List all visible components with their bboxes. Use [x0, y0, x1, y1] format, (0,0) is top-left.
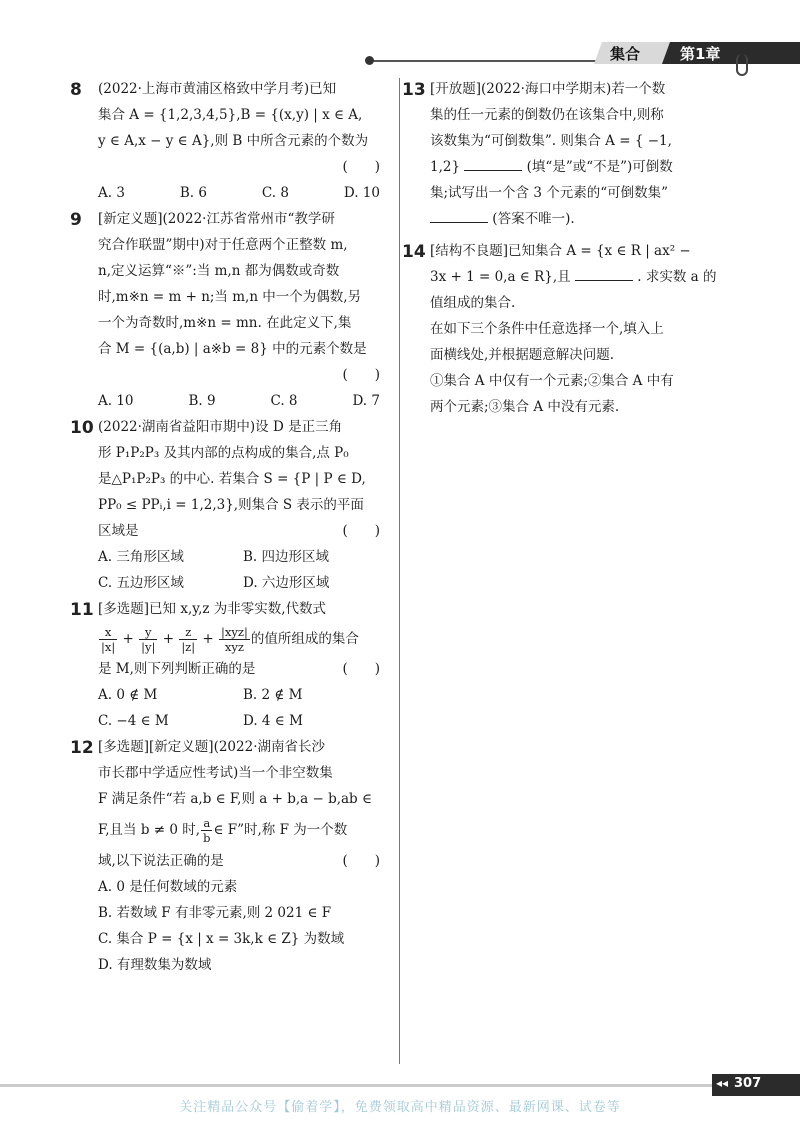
question-text: [多选题][新定义题](2022·湖南省长沙 [98, 739, 325, 755]
options [98, 180, 388, 206]
question-text: F 满足条件“若 a,b ∈ F,则 a + b,a − b,ab ∈ [98, 791, 372, 807]
question-text: 的值所组成的集合 [250, 631, 359, 647]
question-text: 集合 A = {1,2,3,4,5},B = {(x,y) | x ∈ A, [98, 107, 363, 123]
question-text: ∈ F”时,称 F 为一个数 [213, 822, 348, 838]
answer-blank[interactable] [575, 266, 633, 281]
option-d: D. 7 [352, 393, 380, 409]
question-text: 一个为奇数时,m※n = mn. 在此定义下,集 [98, 315, 352, 331]
question-11 [70, 596, 388, 734]
last-line [98, 518, 388, 544]
option-d: D. 10 [343, 185, 380, 201]
question-number: 9 [70, 210, 82, 230]
question-text: F,且当 b ≠ 0 时, [98, 822, 201, 838]
fraction: $\frac{a}{b}$ [203, 816, 211, 845]
question-line [430, 206, 728, 232]
question-text: . 求实数 a 的 [637, 269, 717, 285]
question-number: 13 [402, 80, 426, 100]
question-text: (2022·上海市黄浦区格致中学月考)已知 [98, 81, 337, 97]
question-text: 是△P₁P₂P₃ 的中心. 若集合 S = {P | P ∈ D, [98, 471, 366, 487]
question-text: y ∈ A,x − y ∈ A},则 B 中所含元素的个数为 [98, 133, 369, 149]
options [98, 388, 388, 414]
question-text: 形 P₁P₂P₃ 及其内部的点构成的集合,点 P₀ [98, 445, 349, 461]
option-a: A. 0 是任何数域的元素 [98, 879, 238, 895]
answer-blank[interactable] [464, 156, 522, 171]
question-text: [结构不良题]已知集合 A = {x ∈ R | ax² − [430, 243, 691, 259]
question-text: 1,2} [430, 159, 461, 175]
answer-blank[interactable] [430, 208, 488, 223]
question-number: 8 [70, 80, 82, 100]
question-text: 面横线处,并根据题意解决问题. [430, 347, 615, 363]
left-column [70, 76, 388, 978]
question-text: 集的任一元素的倒数仍在该集合中,则称 [430, 107, 664, 123]
question-text: [开放题](2022·海口中学期末)若一个数 [430, 81, 666, 97]
option-c: C. 8 [270, 393, 298, 409]
question-text: n,定义运算“※”:当 m,n 都为偶数或奇数 [98, 263, 340, 279]
question-number: 14 [402, 242, 426, 262]
column-divider [399, 78, 400, 1064]
question-14 [402, 238, 728, 420]
question-text: (2022·湖南省益阳市期中)设 D 是正三角 [98, 419, 343, 435]
question-text: 区域是 [98, 523, 139, 539]
page-number: 307 [734, 1076, 762, 1091]
question-number: 12 [70, 738, 94, 758]
header-dot [365, 56, 374, 65]
formula-line [98, 812, 388, 848]
option-c: C. 五边形区域 [98, 575, 184, 591]
option-b: B. 6 [179, 185, 207, 201]
answer-paren: ( ) [342, 159, 380, 175]
answer-paren: ( ) [342, 661, 380, 677]
option-a: A. 三角形区域 [98, 549, 184, 565]
option-d: D. 有理数集为数域 [98, 957, 212, 973]
formula-line: $\frac{x}{|x|}$ + $\frac{y}{|y|}$ + $\frac{z}{|z|}$ + $\frac{\text{|xyz|}}{\text{xyz}}$ 的值所组成的集合 [101, 625, 359, 654]
right-column [402, 76, 728, 420]
question-13 [402, 76, 728, 232]
fraction: $\frac{\text{|xyz|}}{\text{xyz}}$ [221, 625, 248, 654]
options-row [98, 708, 388, 734]
question-text: 是 M,则下列判断正确的是 [98, 661, 256, 677]
header-section: 集合 [610, 45, 641, 63]
question-8 [70, 76, 388, 206]
question-text: 合 M = {(a,b) | a※b = 8} 中的元素个数是 [98, 341, 367, 357]
option-c: C. 集合 P = {x | x = 3k,k ∈ Z} 为数域 [98, 931, 345, 947]
question-text: 该数集为“可倒数集”. 则集合 A = { −1, [430, 133, 672, 149]
question-12 [70, 734, 388, 978]
question-text: 值组成的集合. [430, 295, 516, 311]
page-footer-bar [0, 1084, 712, 1087]
question-9 [70, 206, 388, 414]
hook-icon [736, 54, 748, 76]
option-b: B. 2 ∉ M [243, 687, 303, 703]
header-chapter: 第1章 [680, 45, 721, 63]
fraction: $\frac{y}{|y|}$ [141, 625, 156, 654]
option-b: B. 四边形区域 [243, 549, 330, 565]
question-line [430, 154, 728, 180]
option-a: A. 10 [98, 393, 134, 409]
last-line [98, 848, 388, 874]
option-a: A. 0 ∉ M [98, 687, 158, 703]
question-text: 两个元素;③集合 A 中没有元素. [430, 399, 620, 415]
answer-paren: ( ) [342, 367, 380, 383]
question-number: 10 [70, 418, 94, 438]
question-number: 11 [70, 600, 94, 620]
option-c: C. −4 ∈ M [98, 713, 169, 729]
options-row [98, 544, 388, 570]
question-text: 时,m※n = m + n;当 m,n 中一个为偶数,另 [98, 289, 362, 305]
option-d: D. 4 ∈ M [243, 713, 303, 729]
question-text: 3x + 1 = 0,a ∈ R},且 [430, 269, 571, 285]
option-b: B. 9 [188, 393, 216, 409]
option-a: A. 3 [98, 185, 125, 201]
options-row [98, 570, 388, 596]
question-text: 在如下三个条件中任意选择一个,填入上 [430, 321, 664, 337]
answer-paren: ( ) [342, 853, 380, 869]
question-text: 集;试写出一个含 3 个元素的“可倒数集” [430, 185, 669, 201]
question-text: [新定义题](2022·江苏省常州市“教学研 [98, 211, 335, 227]
question-text: 究合作联盟”期中)对于任意两个正整数 m, [98, 237, 348, 253]
last-line [98, 656, 388, 682]
option-c: C. 8 [261, 185, 289, 201]
arrow-left-icon: ◂◂ [716, 1076, 729, 1090]
question-text: ①集合 A 中仅有一个元素;②集合 A 中有 [430, 373, 674, 389]
question-text: PP₀ ≤ PPᵢ,i = 1,2,3},则集合 S 表示的平面 [98, 497, 364, 513]
question-line [430, 264, 728, 290]
question-text: 域,以下说法正确的是 [98, 853, 224, 869]
question-text: (答案不唯一). [492, 211, 575, 227]
option-d: D. 六边形区域 [243, 575, 330, 591]
question-10 [70, 414, 388, 596]
option-b: B. 若数域 F 有非零元素,则 2 021 ∈ F [98, 905, 332, 921]
fraction: $\frac{x}{|x|}$ [101, 625, 116, 654]
fraction: $\frac{z}{|z|}$ [181, 625, 196, 654]
question-text: 市长郡中学适应性考试)当一个非空数集 [98, 765, 333, 781]
options-row [98, 682, 388, 708]
answer-paren: ( ) [342, 523, 380, 539]
question-text: [多选题]已知 x,y,z 为非零实数,代数式 [98, 601, 327, 617]
footer-watermark: 关注精品公众号【偷着学】，免费领取高中精品资源、最新网课、试卷等 [179, 1100, 621, 1115]
question-text: (填“是”或“不是”)可倒数 [526, 159, 673, 175]
